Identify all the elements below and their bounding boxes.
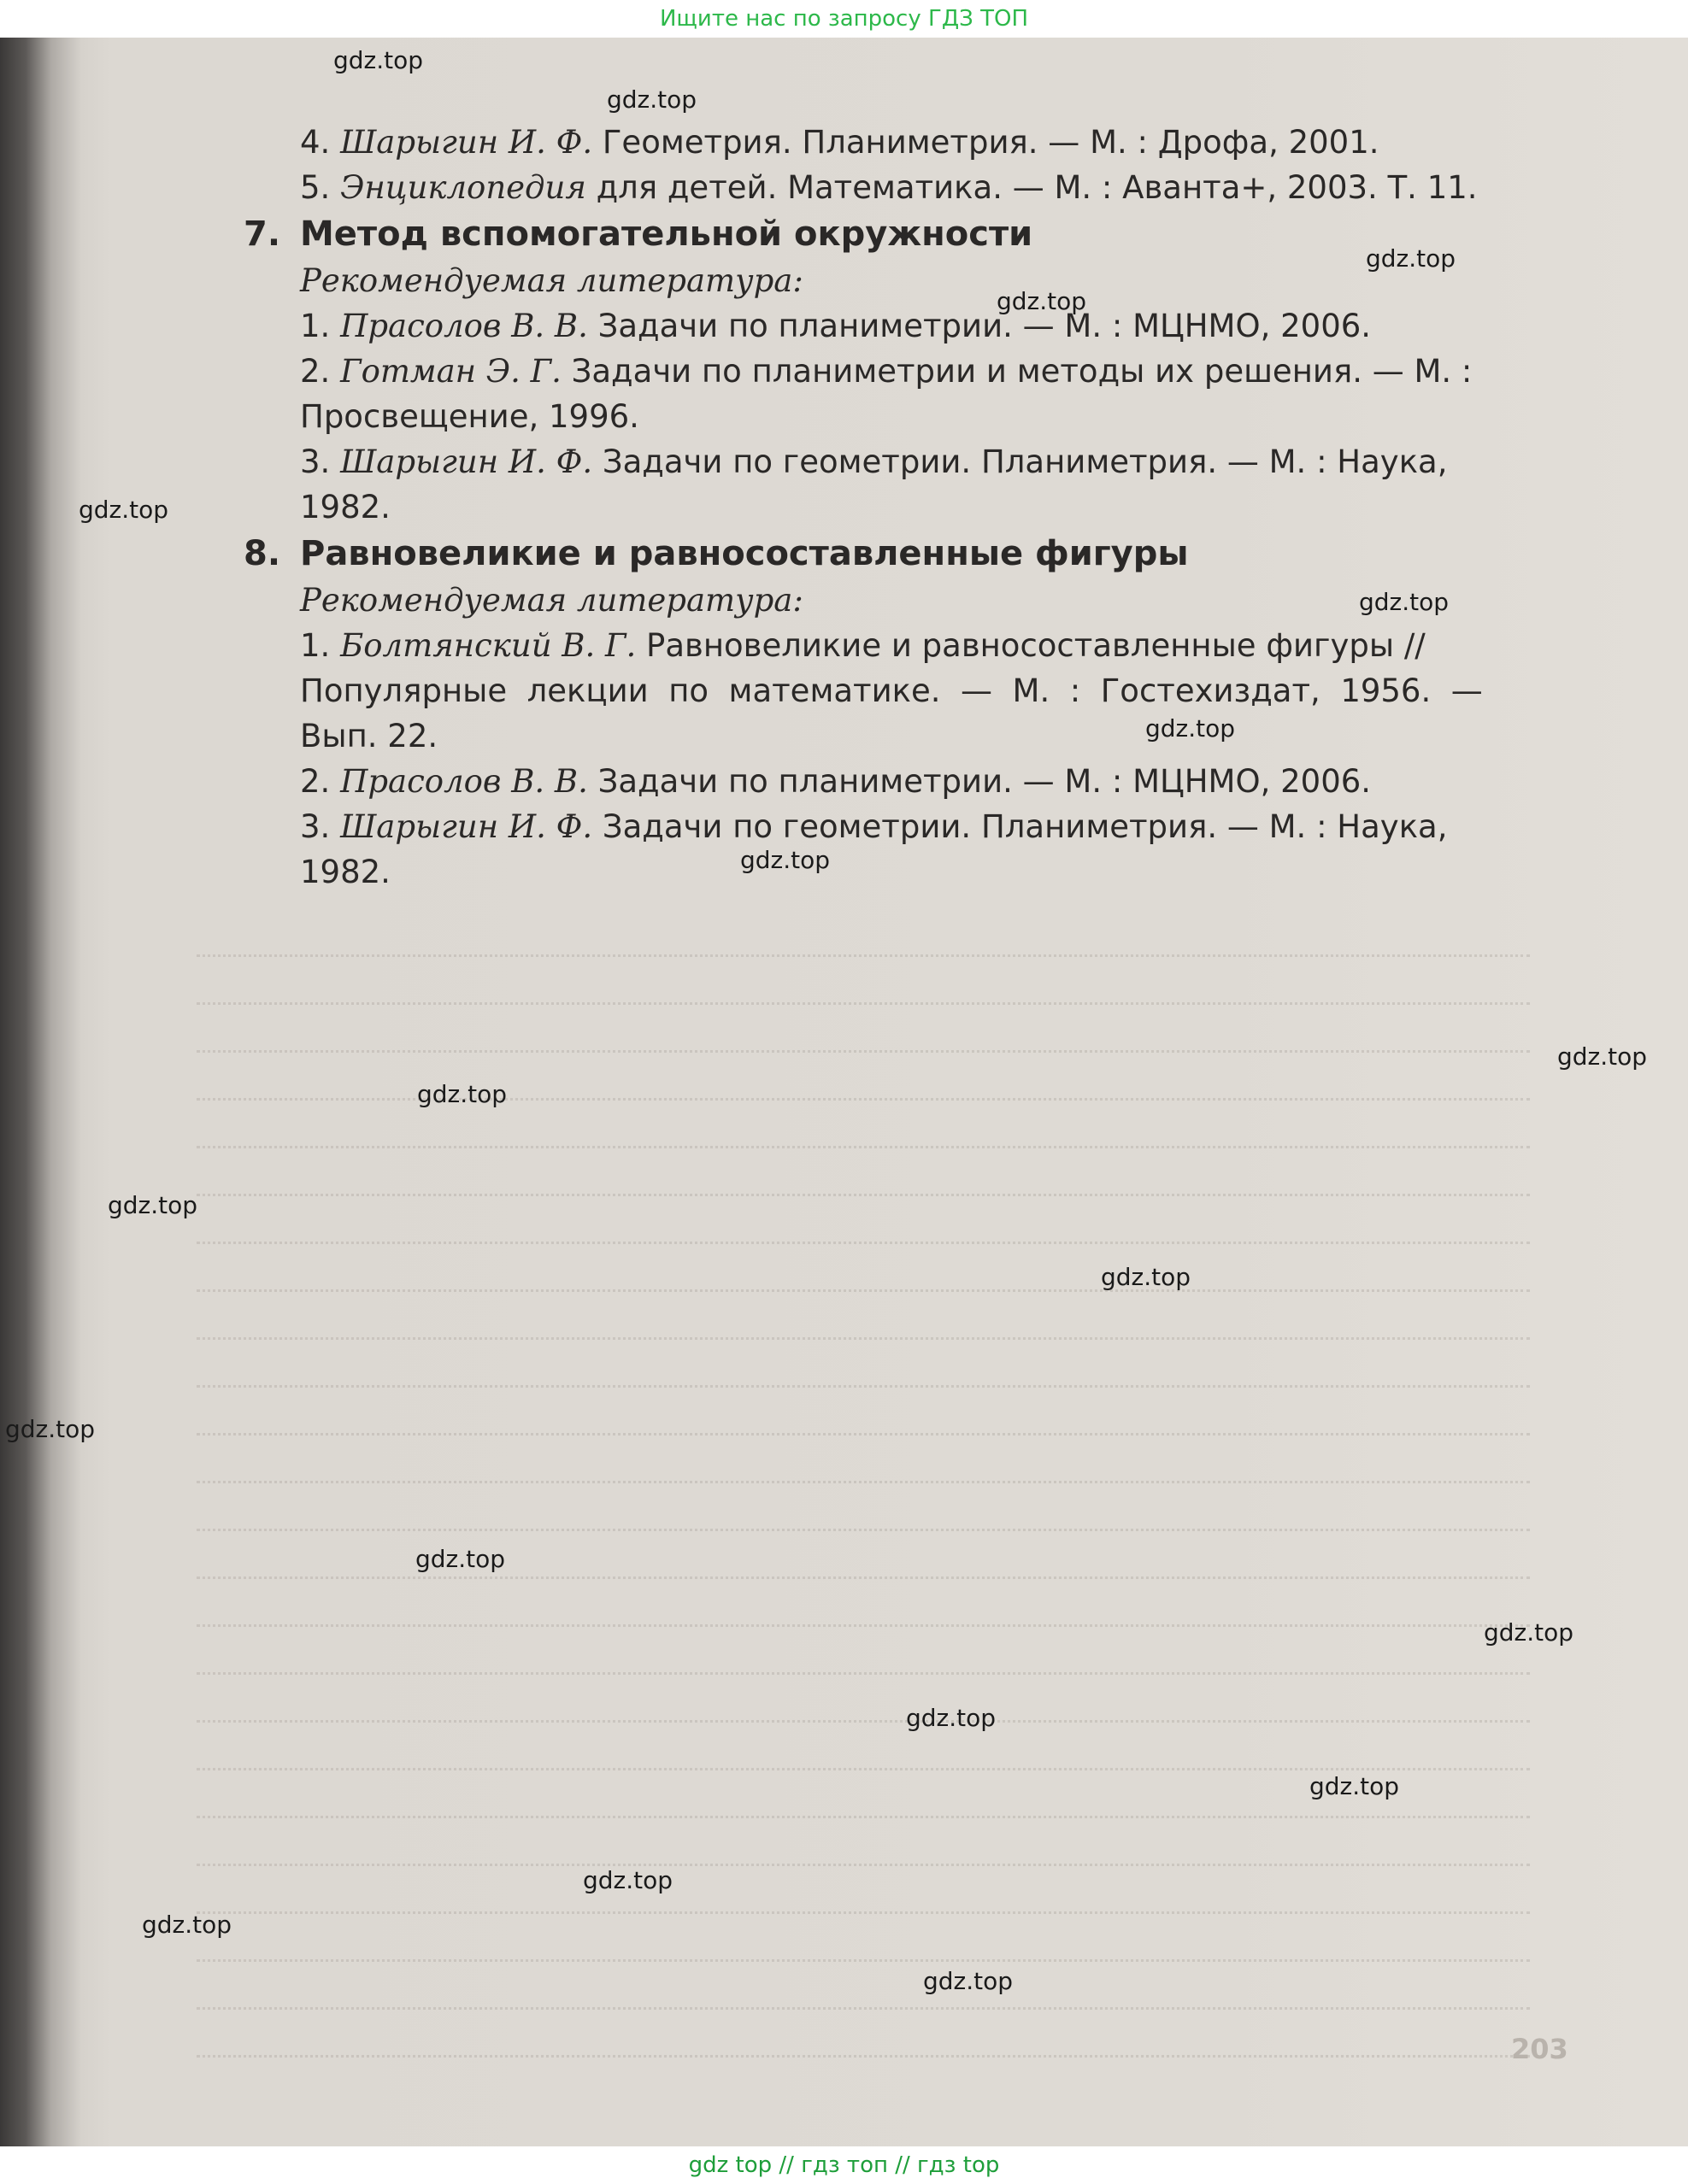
- reference-continuation: 1982.: [300, 489, 391, 525]
- reference-author: Прасолов В. В.: [340, 308, 588, 344]
- bleed-through-text: [197, 909, 1530, 2058]
- reference-author: Шарыгин И. Ф.: [340, 124, 593, 161]
- bottom-footer[interactable]: gdz top // гдз топ // гдз top: [0, 2146, 1688, 2184]
- reference-item: 2. Прасолов В. В. Задачи по планиметрии. — М. : МЦНМО, 2006.: [300, 763, 1372, 800]
- watermark: gdz.top: [1366, 244, 1456, 273]
- watermark: gdz.top: [79, 496, 169, 524]
- section-heading: 8. Равновеликие и равносоставленные фигуры: [244, 534, 1189, 573]
- recommended-literature-label: Рекомендуемая литература:: [300, 582, 803, 619]
- reference-author: Болтянский В. Г.: [340, 627, 637, 664]
- reference-item: 3. Шарыгин И. Ф. Задачи по геометрии. Планиметрия. — М. : Наука,: [300, 443, 1448, 480]
- reference-continuation: Вып. 22.: [300, 718, 438, 754]
- watermark: gdz.top: [997, 287, 1087, 315]
- recommended-literature-label: Рекомендуемая литература:: [300, 262, 803, 299]
- reference-item: 3. Шарыгин И. Ф. Задачи по геометрии. Планиметрия. — М. : Наука,: [300, 808, 1448, 845]
- watermark: gdz.top: [1557, 1042, 1648, 1071]
- reference-list: [244, 120, 1543, 895]
- watermark: gdz.top: [108, 1191, 198, 1219]
- watermark: gdz.top: [1359, 588, 1450, 616]
- reference-author: Шарыгин И. Ф.: [340, 808, 593, 845]
- watermark: gdz.top: [1145, 714, 1236, 743]
- reference-item: 4. Шарыгин И. Ф. Геометрия. Планиметрия. — М. : Дрофа, 2001.: [300, 124, 1379, 161]
- watermark: gdz.top: [923, 1967, 1014, 1995]
- watermark: gdz.top: [583, 1866, 673, 1894]
- watermark: gdz.top: [1484, 1618, 1574, 1647]
- watermark: gdz.top: [142, 1911, 232, 1939]
- watermark: gdz.top: [906, 1704, 997, 1732]
- reference-item: 1. Прасолов В. В. Задачи по планиметрии. — М. : МЦНМО, 2006.: [300, 308, 1372, 344]
- section-heading: 7. Метод вспомогательной окружности: [244, 214, 1033, 254]
- watermark: gdz.top: [417, 1080, 508, 1108]
- reference-author: Шарыгин И. Ф.: [340, 443, 593, 480]
- reference-continuation: Просвещение, 1996.: [300, 398, 639, 435]
- watermark: gdz.top: [333, 46, 424, 74]
- watermark: gdz.top: [5, 1415, 96, 1443]
- page-number: 203: [1511, 2033, 1568, 2065]
- scanned-page: [0, 38, 1688, 2146]
- watermark: gdz.top: [1309, 1772, 1400, 1800]
- top-banner[interactable]: Ищите нас по запросу ГДЗ ТОП: [0, 0, 1688, 38]
- reference-item: 2. Готман Э. Г. Задачи по планиметрии и методы их решения. — М. :: [300, 353, 1473, 390]
- watermark: gdz.top: [415, 1545, 506, 1573]
- reference-author: Готман Э. Г.: [340, 353, 562, 390]
- reference-author: Энциклопедия: [340, 169, 586, 206]
- watermark: gdz.top: [740, 846, 831, 874]
- reference-continuation: 1982.: [300, 854, 391, 890]
- watermark: gdz.top: [1101, 1263, 1191, 1291]
- reference-item: 5. Энциклопедия для детей. Математика. — М. : Аванта+, 2003. Т. 11.: [300, 169, 1478, 206]
- reference-continuation: Популярные лекции по математике. — М. : Гостехиздат, 1956. —: [300, 672, 1483, 709]
- reference-item: 1. Болтянский В. Г. Равновеликие и равносоставленные фигуры //: [300, 627, 1426, 664]
- watermark: gdz.top: [607, 85, 697, 114]
- reference-author: Прасолов В. В.: [340, 763, 588, 800]
